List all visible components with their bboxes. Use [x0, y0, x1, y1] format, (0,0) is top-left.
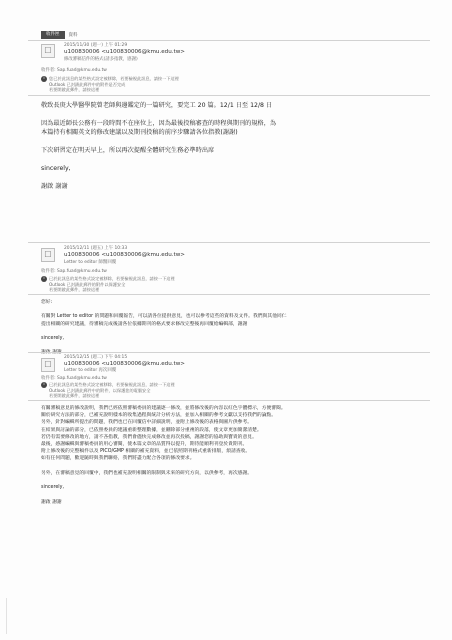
body-signature: 謝啟 謝謝: [41, 499, 62, 505]
info-notice: [41, 382, 175, 399]
folder-tag: 收件匣: [41, 31, 65, 39]
body-line: [41, 173, 276, 182]
email-subject: 修改審稿信件的格式(請多指教，感謝): [64, 57, 138, 62]
email-block-2: [0, 242, 452, 348]
email-from[interactable]: u100830006 <u100830006@kmu.edu.tw>: [64, 49, 185, 55]
body-signature: 謝啟 謝謝: [41, 183, 68, 190]
email-block-1: [0, 30, 452, 242]
body-signoff: sincerely,: [41, 485, 64, 491]
folder-tag-row: [41, 30, 78, 39]
body-line: [41, 463, 286, 470]
email-body: [41, 101, 276, 191]
body-line: 附上修改後的完整稿件以及 PICO/GMP 相關的補充資料，並已依照期刊格式重新排版，煩請查收。: [41, 449, 251, 455]
header-divider: [28, 352, 430, 353]
email-from[interactable]: u100830006 <u100830006@kmu.edu.tw>: [64, 361, 185, 367]
email-body: [41, 299, 287, 357]
body-divider: [28, 95, 430, 96]
body-line: 有關對 Letter to editor 的問題和回覆報告，可以請各位提供意見，也可以參考這些的資料及文件。我們與其他同仁: [41, 314, 287, 320]
body-line: 另外，在審稿意見的回覆中，我們也補充說明相關的限制與未來的研究方向，以供參考，再次感謝。: [41, 470, 253, 476]
sender-avatar-icon: ☐: [41, 358, 55, 372]
info-line-3[interactable]: 若要開啟此郵件，請按這裡: [49, 87, 100, 93]
body-line: 最後，感謝編輯與審稿委員的用心審閱，使本篇文章的品質得以提升，期待能順利刊登於貴期刊。: [41, 442, 248, 448]
info-icon: i: [41, 76, 47, 82]
body-line: [41, 137, 276, 146]
info-line-2: Outlook 已封鎖此郵件中的附件，以保護您的電腦安全: [49, 388, 151, 393]
scan-edge-mark: [6, 598, 15, 634]
email-recipient: 收件者: Sap.fuad@kmu.edu.tw: [41, 68, 107, 73]
info-line-3[interactable]: 若要開啟此郵件，請按這裡: [49, 393, 100, 399]
body-line: 敬致長庚大學醫學院曾老師與邊鑑定的一篇研究，要完工 20 篇。12/1 日至 12/8 日: [41, 102, 273, 109]
body-signoff: sincerely,: [41, 165, 71, 172]
email-recipient: 收件者: Sap.fuad@kmu.edu.tw: [41, 376, 107, 381]
body-line: 若仍有需要修改的地方，請不吝指教，我們會儘快完成修改並再次投稿，謝謝您的協助與寶貴的意見。: [41, 434, 257, 440]
email-subject: Letter to editor 師醫回覆: [64, 260, 117, 265]
body-divider: [28, 294, 430, 295]
body-line: [41, 477, 286, 484]
info-line-1[interactable]: 您已於此訊息的某些格式設定被移除，若要檢視此訊息，請按一下這裡: [49, 76, 179, 81]
body-line: 另外，針對編輯所提出的問題，我們也已在回覆信中詳細說明，並附上修改後的表格與圖片供參考。: [41, 420, 253, 426]
sender-avatar-icon: ☐: [41, 44, 55, 58]
body-line: 如有任何問題，歡迎隨時與我們聯絡，我們將盡力配合各項的修改要求。: [41, 456, 195, 462]
body-line: 提出相關的研究建議，待審稿完成後請各位依據期刊的格式要求修改完整後再回覆給編輯部，謝謝: [41, 321, 248, 327]
body-line: [41, 328, 287, 335]
body-line: [41, 155, 276, 164]
email-from[interactable]: u100830006 <u100830006@kmu.edu.tw>: [64, 252, 185, 258]
body-line: 關於研究方法的部分，已補充說明樣本的收集過程與統計分析方法，並加入相關的參考文獻以支持我們的論點。: [41, 413, 277, 419]
info-icon: i: [41, 382, 47, 388]
info-line-2: Outlook 已封鎖此郵件中的附件是否完成: [49, 82, 126, 87]
email-subject: Letter to editor 再次回覆: [64, 368, 117, 373]
email-recipient: 收件者: Sap.fuad@kmu.edu.tw: [41, 269, 107, 274]
body-line: [41, 110, 276, 119]
body-greeting: 您好:: [41, 300, 53, 305]
body-line: 因為最近師長公務有一段時間不在座位上，因為最後投稿審查的時程與期刊的規格，為: [41, 120, 277, 127]
info-line-3[interactable]: 若要開啟此郵件，請按這裡: [49, 287, 100, 293]
header-divider: [28, 40, 430, 41]
email-date: 2015/12/11 (週五) 上午 10:33: [64, 246, 128, 251]
body-signoff: sincerely,: [41, 336, 64, 342]
info-line-1[interactable]: 已於此訊息的某些格式設定被移除，若要檢視此訊息，請按一下這裡: [49, 382, 175, 387]
info-line-2: Outlook 已封鎖此郵件的附件以保護安全: [49, 282, 126, 287]
email-date: 2015/12/15 (週二) 下午 04:15: [64, 355, 128, 360]
info-notice: [41, 276, 175, 293]
body-line: 在結果與討論的部分，已依照委員的建議重新整理數據，並刪除部分重複的段落，使文章更加簡潔清楚。: [41, 427, 262, 433]
body-line: [41, 491, 286, 498]
email-body: [41, 405, 286, 506]
body-line: 下次研習定在明天早上，所以再次提醒全體研究生務必準時出席: [41, 147, 215, 154]
info-notice: [41, 76, 179, 93]
header-divider: [28, 242, 430, 243]
info-line-1[interactable]: 已於此訊息的某些格式設定被移除，若要檢視此訊息，請按一下這裡: [49, 276, 175, 281]
folder-tag-text: 資料: [68, 32, 78, 38]
body-line: 有關審稿意見的修改說明，我們已經依照審稿委員的建議逐一修改，並將修改後的內容以紅色字體標示，方便審閱。: [41, 406, 286, 411]
body-line: 本篇持有相關英文的修改建議以及期刊投稿的前序步驟請各位指教(謝謝): [41, 129, 238, 136]
body-line: [41, 342, 287, 349]
email-block-3: [0, 352, 452, 616]
body-divider: [28, 400, 430, 401]
email-date: 2015/11/30 (週一) 上午 01:29: [64, 43, 128, 48]
body-line: [41, 306, 287, 313]
info-icon: i: [41, 276, 47, 282]
sender-avatar-icon: ☐: [41, 248, 55, 262]
